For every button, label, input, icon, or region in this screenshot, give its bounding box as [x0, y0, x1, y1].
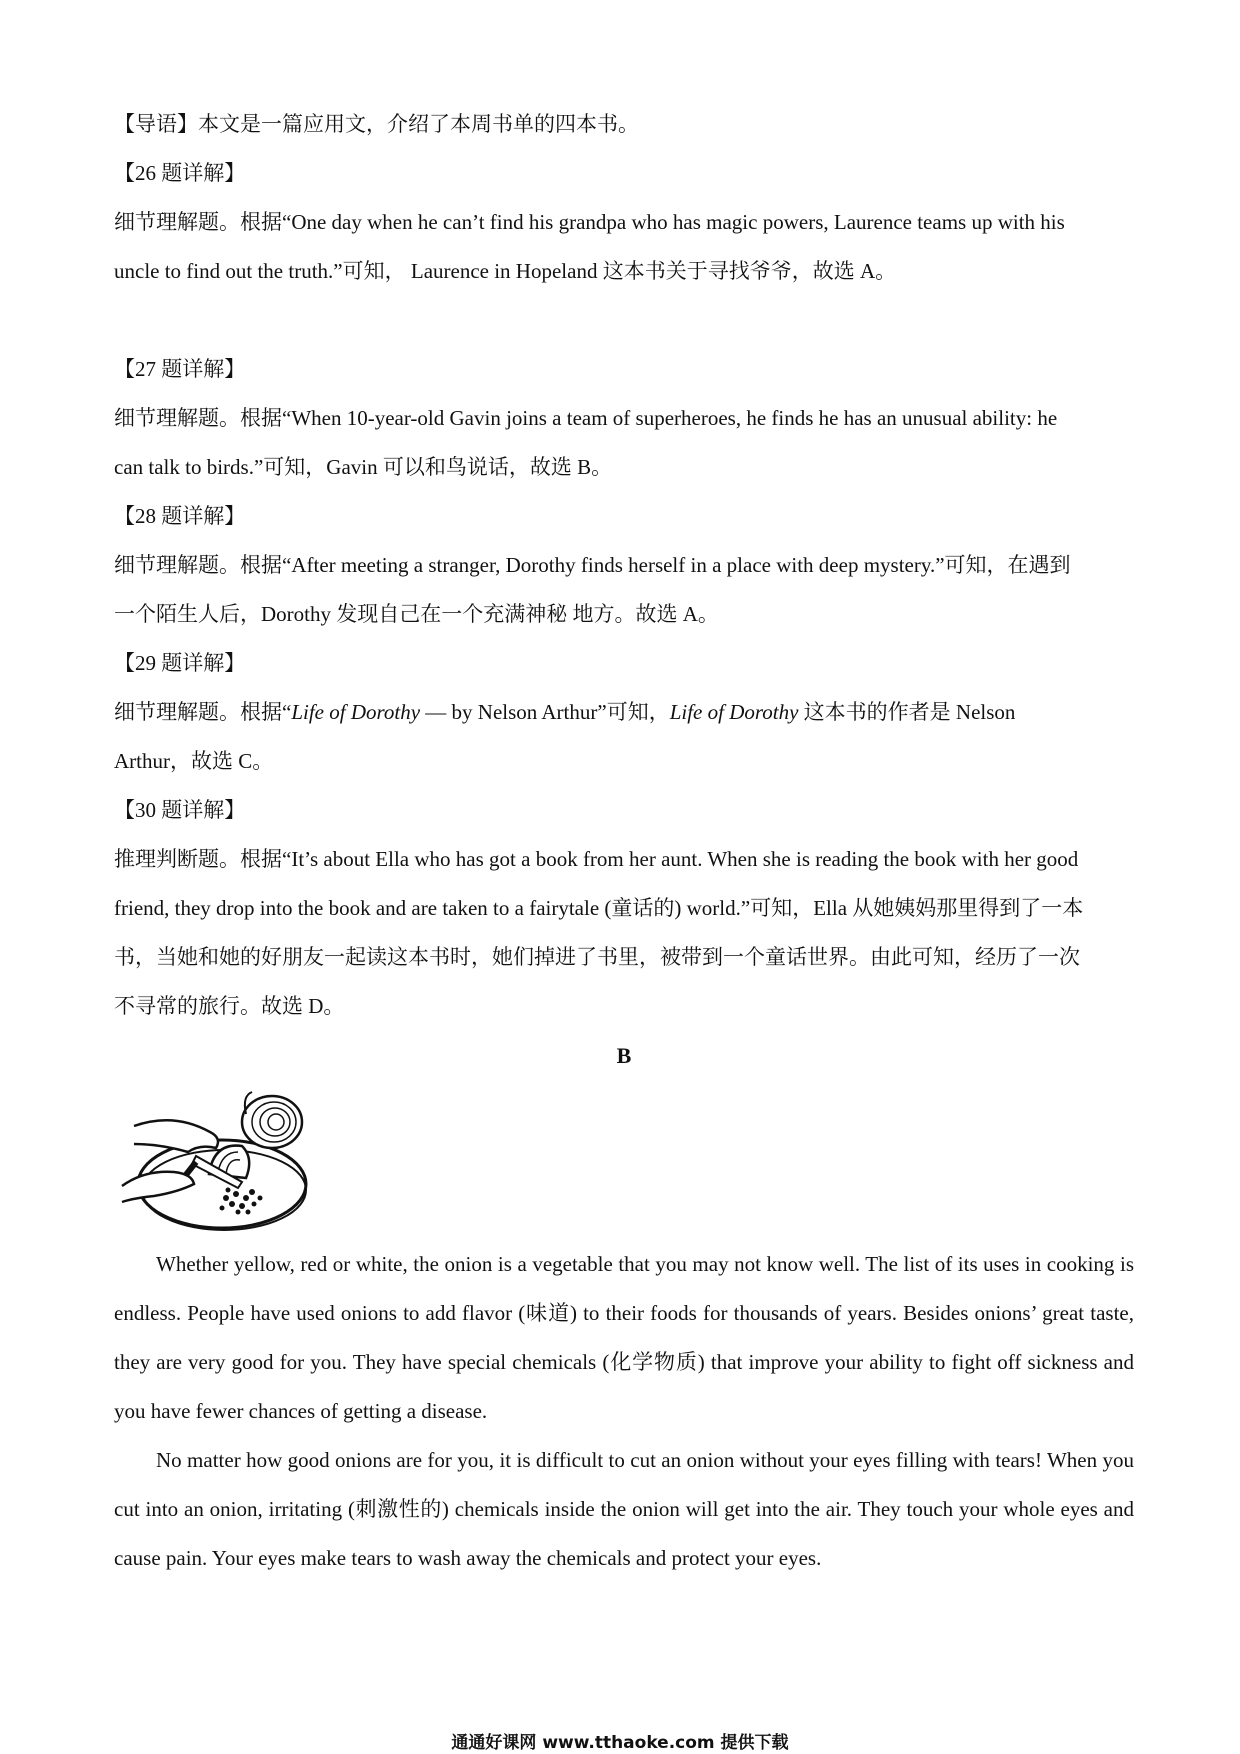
q29-line-1 [114, 688, 1134, 737]
section-b-heading: B [616, 1043, 632, 1068]
section-b-paragraph-1: Whether yellow, red or white, the onion is a vegetable that you may not know well. The list of its uses in cooking is endless. People have used onions to add flavor (味道) to their foods for thousands of years. Besides onions’ great taste, they are very good for you. They have special chemicals (化学物质) that improve your ability to fight off sickness and you have fewer chances of getting a disease. [114, 1252, 1134, 1423]
q29-heading: 【29 题详解】 [114, 651, 246, 675]
onion-cutting-illustration [114, 1086, 314, 1236]
q30-heading: 【30 题详解】 [114, 798, 246, 822]
q27-line-2: can talk to birds.”可知，Gavin 可以和鸟说话，故选 B。 [114, 455, 613, 479]
q27-heading: 【27 题详解】 [114, 357, 246, 381]
q26-line-1: 细节理解题。根据“One day when he can’t find his grandpa who has magic powers, Laurence teams up with his [114, 210, 1065, 234]
q29-line-2: Arthur，故选 C。 [114, 749, 274, 773]
q29-book-title-2: Life of Dorothy [669, 700, 799, 724]
q26-heading: 【26 题详解】 [114, 161, 246, 185]
q29-book-title: Life of Dorothy [291, 700, 421, 724]
q26-line-2: uncle to find out the truth.”可知， Laurence in Hopeland 这本书关于寻找爷爷，故选 A。 [114, 259, 897, 283]
blank-gap [114, 296, 1134, 345]
intro-line: 【导语】本文是一篇应用文，介绍了本周书单的四本书。 [114, 112, 639, 136]
section-b-paragraph-2: No matter how good onions are for you, it is difficult to cut an onion without your eyes filling with tears! When you cut into an onion, irritating (刺激性的) chemicals inside the onion will get into the air. They touch your whole eyes and cause pain. Your eyes make tears to wash away the chemicals and protect your eyes. [114, 1448, 1134, 1570]
q28-heading: 【28 题详解】 [114, 504, 246, 528]
q30-line-3: 书，当她和她的好朋友一起读这本书时，她们掉进了书里，被带到一个童话世界。由此可知，经历了一次 [114, 945, 1080, 969]
q30-line-4: 不寻常的旅行。故选 D。 [114, 994, 345, 1018]
q28-line-1: 细节理解题。根据“After meeting a stranger, Dorothy finds herself in a place with deep mystery.”可知，在遇到 [114, 553, 1071, 577]
q29-text-b: — by Nelson Arthur”可知， [420, 700, 670, 724]
q29-text-a: 细节理解题。根据“ [114, 700, 292, 724]
document-page [114, 100, 1134, 1583]
q29-text-c: 这本书的作者是 Nelson [798, 700, 1016, 724]
q28-line-2: 一个陌生人后，Dorothy 发现自己在一个充满神秘 地方。故选 A。 [114, 602, 719, 626]
q27-line-1: 细节理解题。根据“When 10-year-old Gavin joins a team of superheroes, he finds he has an unusual ability: he [114, 406, 1058, 430]
q30-line-1: 推理判断题。根据“It’s about Ella who has got a book from her aunt. When she is reading the book with her good [114, 847, 1079, 871]
q30-line-2: friend, they drop into the book and are taken to a fairytale (童话的) world.”可知，Ella 从她姨妈那里得到了一本 [114, 896, 1084, 920]
footer-text: 通通好课网 www.tthaoke.com 提供下载 [451, 1733, 789, 1753]
